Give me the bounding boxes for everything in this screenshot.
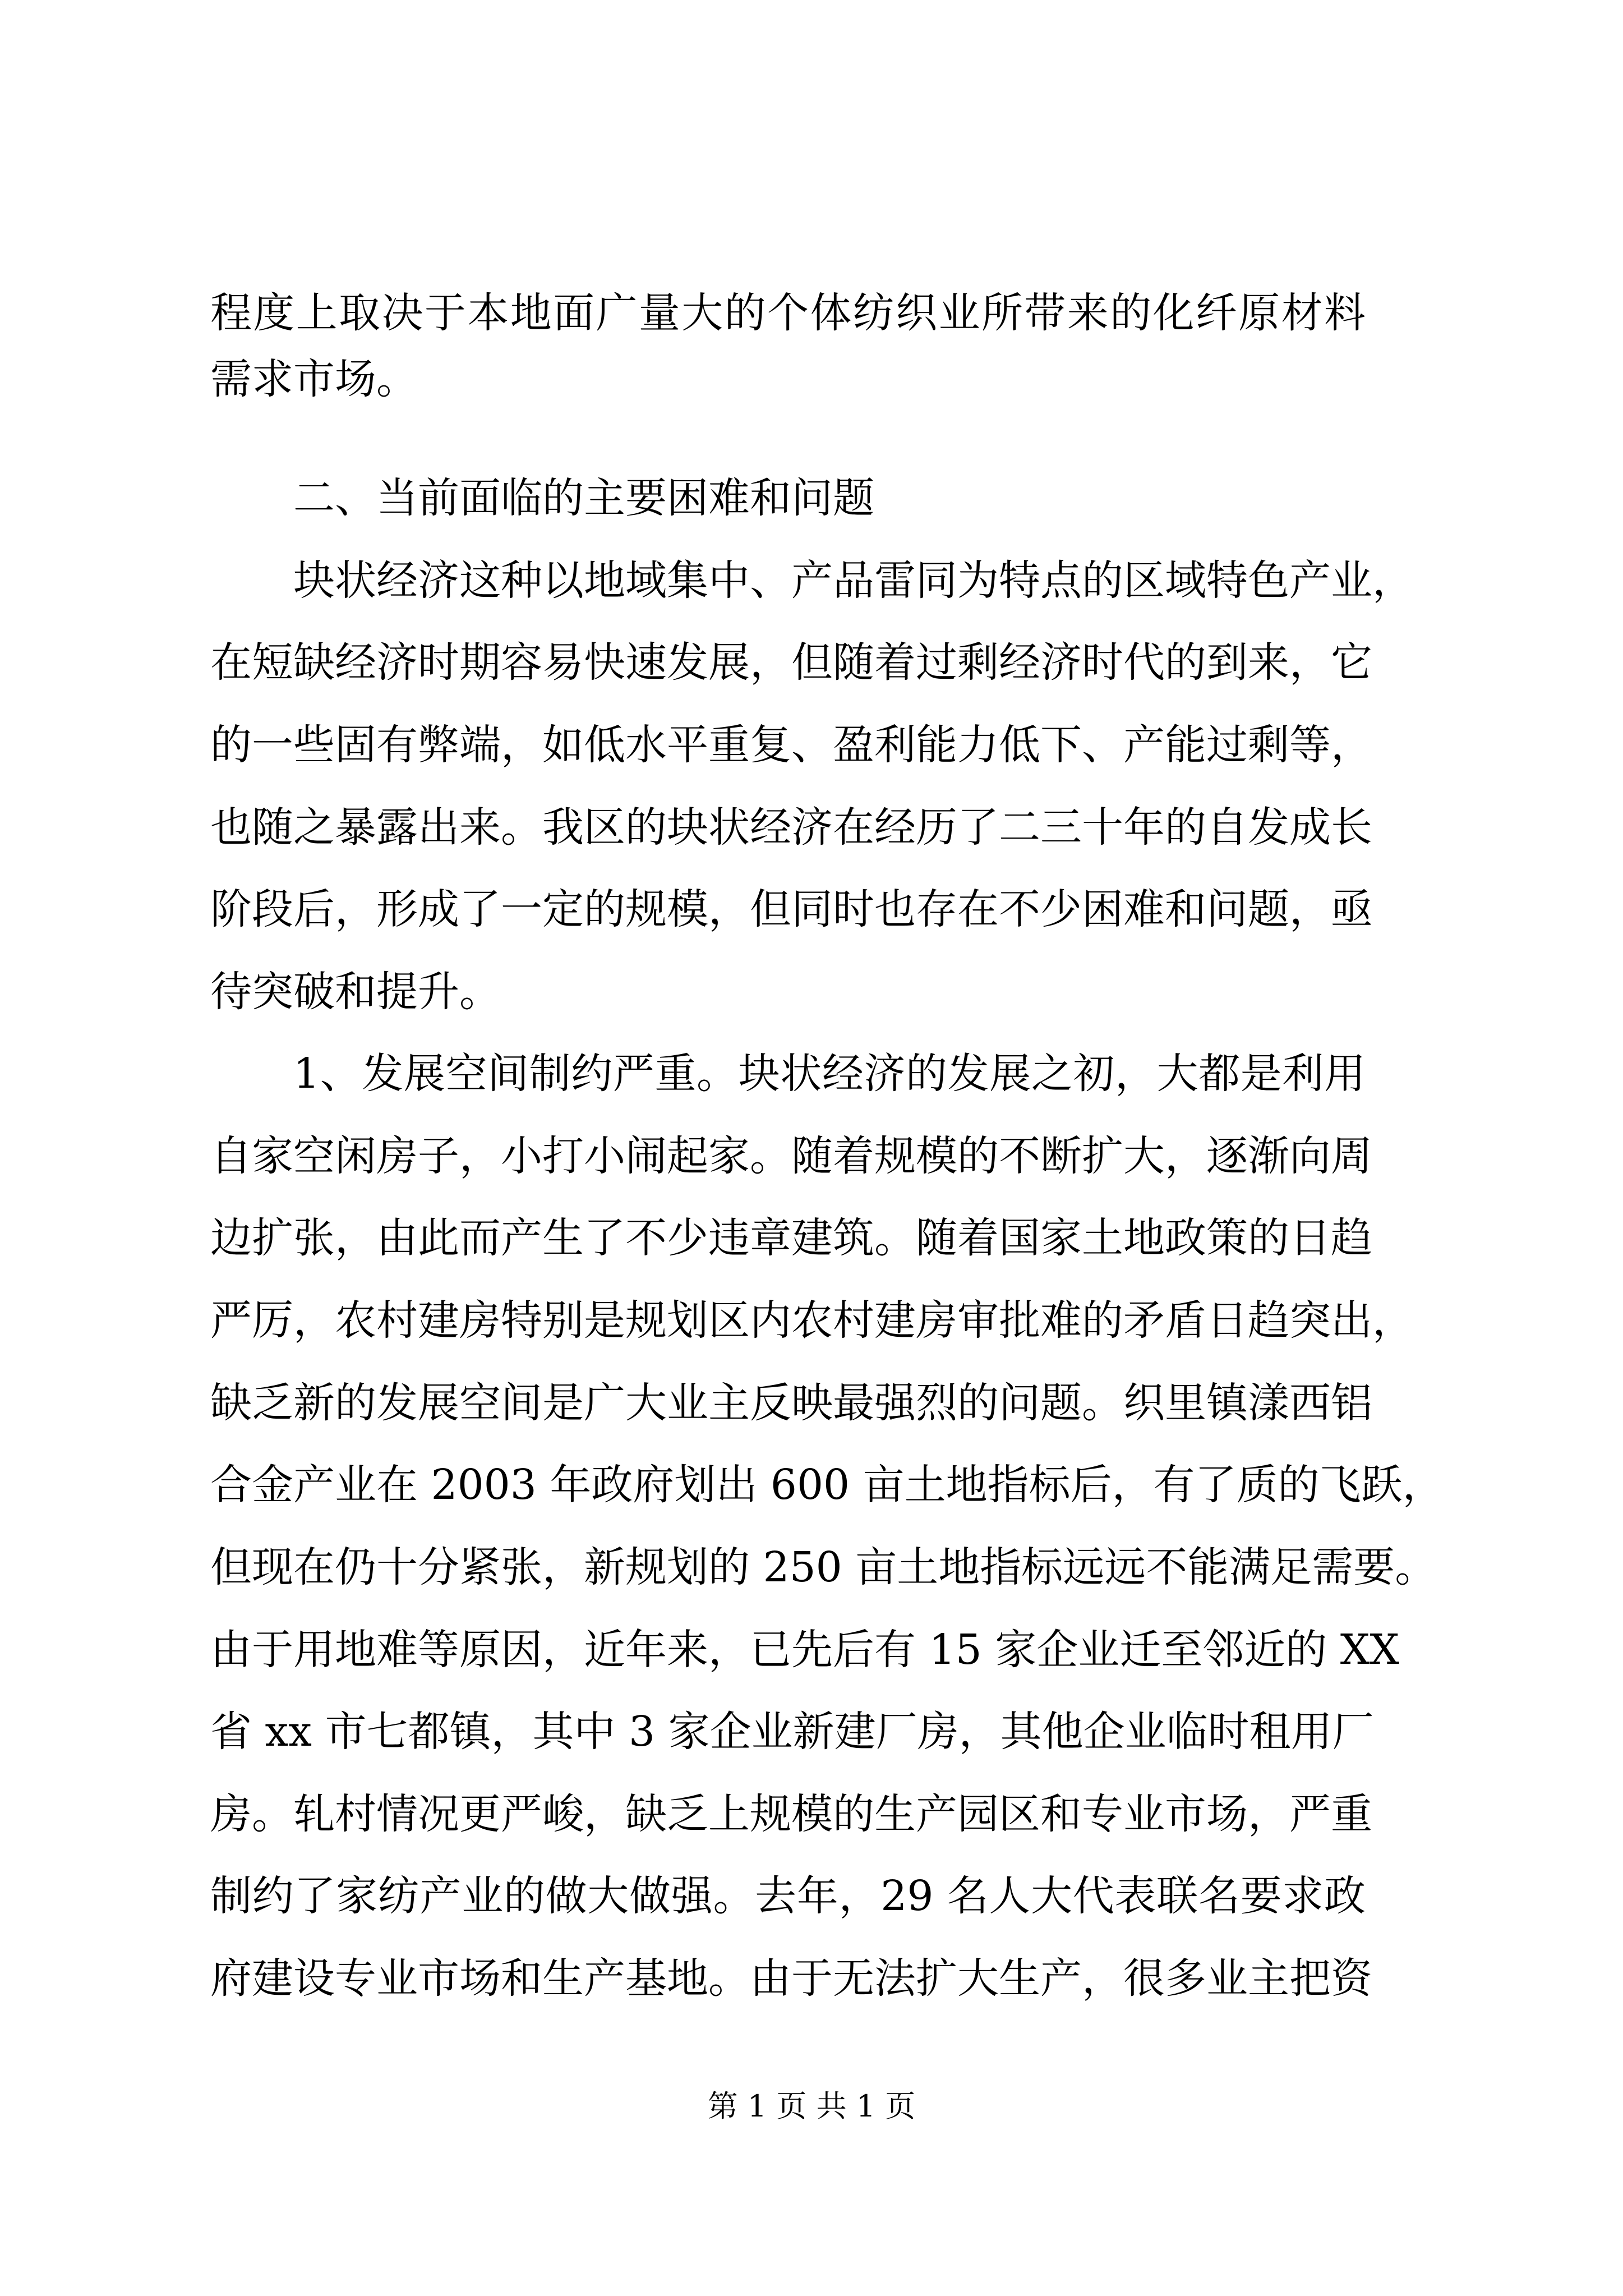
text-line: 缺乏新的发展空间是广大业主反映最强烈的问题。织里镇漾西铝 [210,1379,1372,1427]
text-line: 严厉，农村建房特别是规划区内农村建房审批难的矛盾日趋突出， [210,1296,1414,1345]
text-line: 由于用地难等原因，近年来，已先后有 15 家企业迁至邻近的 XX [210,1626,1400,1674]
section-heading: 二、当前面临的主要困难和问题 [293,474,874,522]
text-line: 在短缺经济时期容易快速发展，但随着过剩经济时代的到来，它 [210,638,1372,687]
text-line: 1、发展空间制约严重。块状经济的发展之初，大都是利用 [293,1050,1366,1098]
text-line: 也随之暴露出来。我区的块状经济在经历了二三十年的自发成长 [210,803,1372,852]
text-line: 省 xx 市七都镇，其中 3 家企业新建厂房，其他企业临时租用厂 [210,1708,1374,1756]
text-line: 合金产业在 2003 年政府划出 600 亩土地指标后，有了质的飞跃， [210,1461,1444,1509]
text-line: 需求市场。 [210,355,418,403]
text-line: 的一些固有弊端，如低水平重复、盈利能力低下、产能过剩等， [210,721,1372,769]
text-line: 阶段后，形成了一定的规模，但同时也存在不少困难和问题，亟 [210,885,1372,933]
page-footer: 第 1 页 共 1 页 [707,2088,916,2124]
text-line: 房。轧村情况更严峻，缺乏上规模的生产园区和专业市场，严重 [210,1790,1372,1838]
text-line: 程度上取决于本地面广量大的个体纺织业所带来的化纤原材料 [210,289,1366,337]
text-line: 府建设专业市场和生产基地。由于无法扩大生产，很多业主把资 [210,1954,1372,2003]
text-line: 自家空闲房子，小打小闹起家。随着规模的不断扩大，逐渐向周 [210,1132,1372,1180]
text-line: 边扩张，由此而产生了不少违章建筑。随着国家土地政策的日趋 [210,1214,1372,1262]
text-line: 制约了家纺产业的做大做强。去年，29 名人大代表联名要求政 [210,1872,1366,1920]
text-line: 待突破和提升。 [210,968,501,1016]
text-line: 但现在仍十分紧张，新规划的 250 亩土地指标远远不能满足需要。 [210,1543,1437,1591]
text-line: 块状经济这种以地域集中、产品雷同为特点的区域特色产业， [293,556,1414,605]
